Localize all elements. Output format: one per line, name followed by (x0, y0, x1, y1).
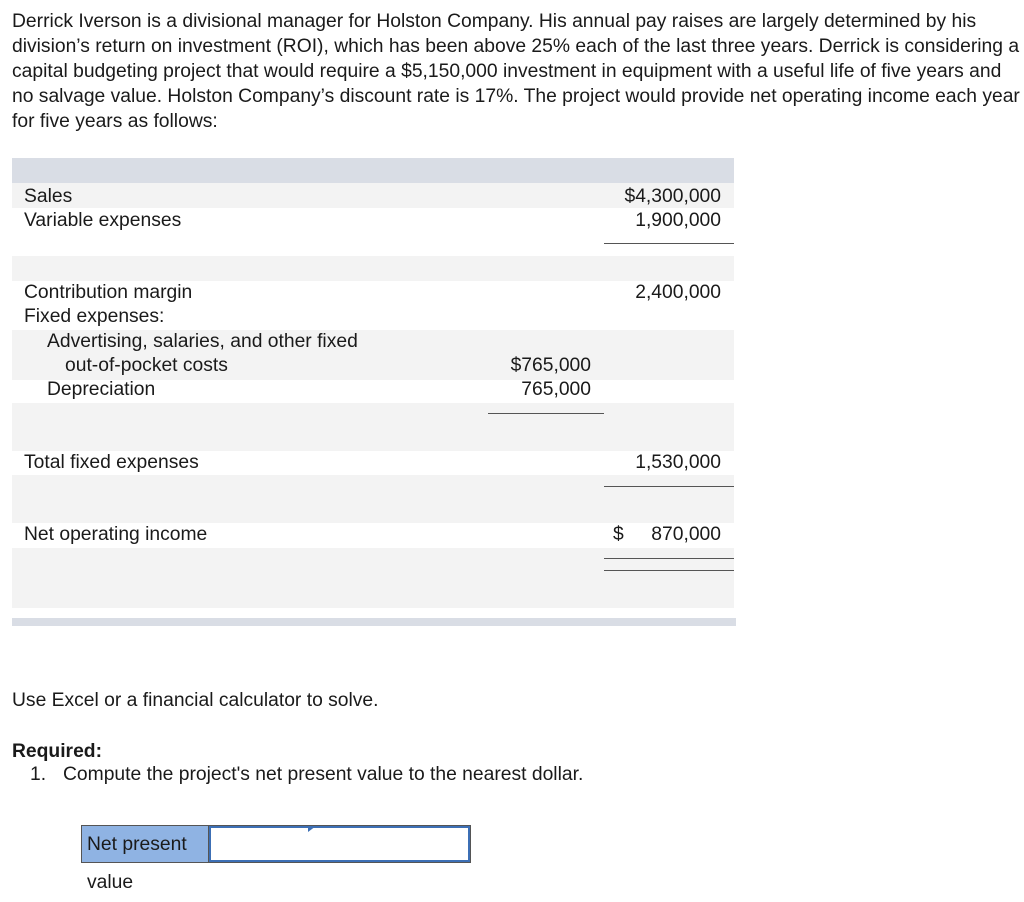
variable-expenses-value: 1,900,000 (635, 210, 721, 231)
net-operating-income-dollar-sign: $ (613, 524, 624, 545)
net-operating-income-value: 870,000 (651, 524, 721, 545)
total-fixed-expenses-value: 1,530,000 (635, 452, 721, 473)
net-present-value-input[interactable] (209, 826, 470, 862)
sales-value: $4,300,000 (624, 186, 721, 207)
variable-expenses-label: Variable expenses (24, 210, 182, 231)
advertising-label: Advertising, salaries, and other fixed (47, 331, 358, 352)
contribution-margin-value: 2,400,000 (635, 282, 721, 303)
solve-instruction: Use Excel or a financial calculator to solve. (12, 690, 379, 711)
required-heading: Required: (12, 741, 102, 762)
advertising-label-continued: out-of-pocket costs (65, 355, 228, 376)
subtotal-rule (488, 413, 604, 414)
net-present-value-label: Net present value (82, 826, 209, 862)
input-flag-icon (308, 826, 316, 832)
net-operating-income-label: Net operating income (24, 524, 208, 545)
table-bottom-bar (12, 618, 736, 626)
depreciation-label: Depreciation (47, 379, 156, 400)
fixed-expenses-label: Fixed expenses: (24, 306, 165, 327)
depreciation-value: 765,000 (521, 379, 591, 400)
table-band (12, 256, 734, 281)
subtotal-rule (604, 486, 734, 487)
table-band (12, 475, 734, 523)
question-number: 1. (30, 764, 47, 785)
income-statement-table (12, 158, 734, 608)
double-rule-bottom (604, 570, 734, 571)
question-text: Compute the project's net present value to the nearest dollar. (63, 764, 584, 785)
subtotal-rule (604, 243, 734, 244)
contribution-margin-label: Contribution margin (24, 282, 193, 303)
table-band (12, 403, 734, 451)
table-band (12, 548, 734, 608)
question-1 (30, 763, 583, 787)
double-rule-top (604, 558, 734, 559)
answer-row (81, 825, 471, 893)
advertising-value: $765,000 (510, 355, 591, 376)
problem-intro: Derrick Iverson is a divisional manager for Holston Company. His annual pay raises are largely determined by his division’s return on investment (ROI), which has been above 25% each of the last three years. Derrick is considering a capital budgeting project that would require a $5,150,000 investment in equipment with a useful life of five years and no salvage value. Holston Company’s discount rate is 17%. The project would provide net operating income each year for five years as follows: (12, 11, 1020, 132)
total-fixed-expenses-label: Total fixed expenses (24, 452, 199, 473)
table-header-band (12, 158, 734, 183)
sales-label: Sales (24, 186, 73, 207)
